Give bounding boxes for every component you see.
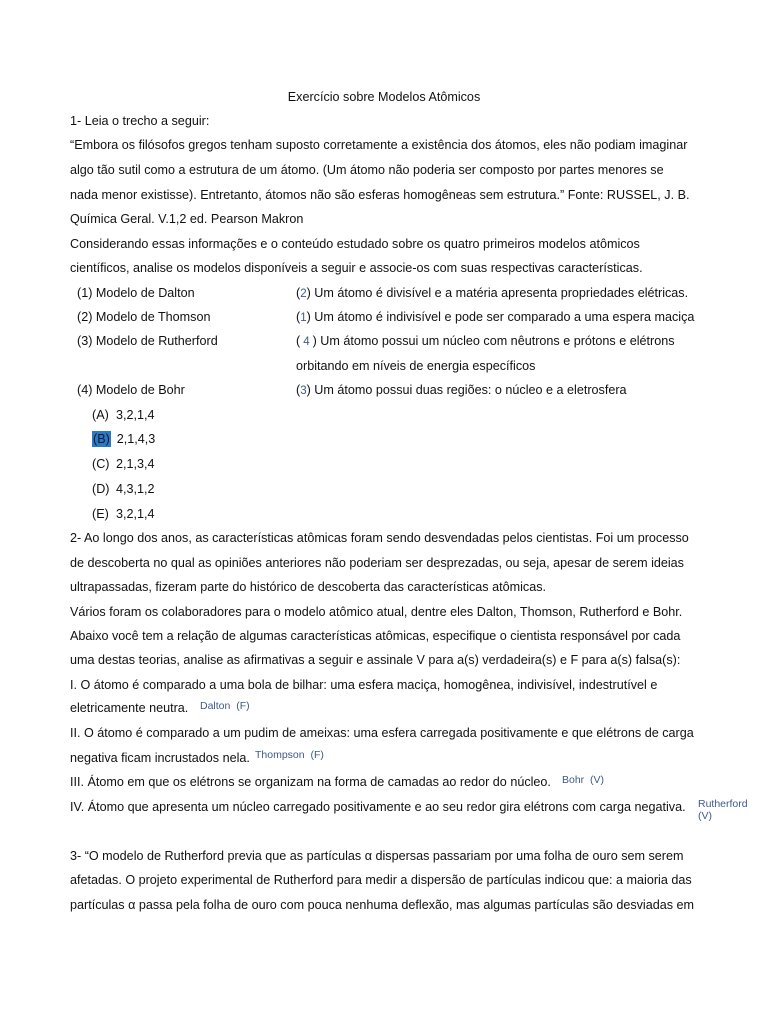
hw-name: Bohr <box>562 774 585 786</box>
q2-item-2: II. O átomo é comparado a um pudim de ameixas: uma esfera carregada positivamente e que elétrons de carga <box>70 726 694 740</box>
q2-item-1: I. O átomo é comparado a uma bola de bilhar: uma esfera maciça, homogênea, indivisível, indestrutível e <box>70 678 658 692</box>
hw-mark: (V) <box>698 810 712 822</box>
paren: ( <box>296 310 301 324</box>
q2-para-line: Abaixo você tem a relação de algumas características atômicas, especifique o cientista responsável por cada <box>70 629 681 643</box>
q1-consider-line: científicos, analise os modelos disponíveis a seguir e associe-os com suas respectivas características. <box>70 261 643 275</box>
option-value: 3,2,1,4 <box>116 507 155 521</box>
option-letter: (A) <box>92 408 109 422</box>
q3-line: partículas α passa pela folha de ouro com pouca nenhuma deflexão, mas algumas partículas são desviadas em <box>70 898 695 912</box>
option-c[interactable] <box>92 456 155 472</box>
handwritten-note-2 <box>255 749 324 761</box>
description-2 <box>296 309 694 326</box>
handwritten-note-4 <box>698 798 748 822</box>
page-title: Exercício sobre Modelos Atômicos <box>287 90 481 104</box>
description-3-cont: orbitando em níveis de energia específicos <box>296 359 536 373</box>
description-3 <box>296 333 675 350</box>
model-rutherford: (3) Modelo de Rutherford <box>77 334 218 348</box>
hw-mark: (F) <box>310 749 324 761</box>
option-value: 2,1,3,4 <box>116 457 155 471</box>
paren: ( <box>296 383 301 397</box>
hw-name: Thompson <box>255 749 305 761</box>
handwritten-answer: 3 <box>300 385 307 397</box>
q1-quote-line: nada menor existisse). Entretanto, átomos não são esferas homogêneas sem estrutura.” Fonte: RUSSEL, J. B. <box>70 188 690 202</box>
option-value: 2,1,4,3 <box>116 432 156 446</box>
q2-para-line: Vários foram os colaboradores para o modelo atômico atual, dentre eles Dalton, Thomson, Rutherford e Bohr. <box>70 605 683 619</box>
option-a[interactable] <box>92 407 155 423</box>
option-letter: (E) <box>92 507 109 521</box>
option-d[interactable] <box>92 481 155 497</box>
description-1 <box>296 285 688 302</box>
q2-intro-line: 2- Ao longo dos anos, as características atômicas foram sendo desvendadas pelos cientistas. Foi um processo <box>70 531 689 545</box>
q1-heading: 1- Leia o trecho a seguir: <box>70 114 210 128</box>
description-text: ) Um átomo possui um núcleo com nêutrons e prótons e elétrons <box>312 334 675 348</box>
handwritten-answer: 4 <box>303 336 310 348</box>
q1-quote-line: Química Geral. V.1,2 ed. Pearson Makron <box>70 212 304 226</box>
handwritten-note-3 <box>562 774 604 786</box>
q2-item-1-cont: eletricamente neutra. <box>70 701 189 715</box>
description-text: ) Um átomo possui duas regiões: o núcleo e a eletrosfera <box>306 383 627 397</box>
q1-quote-line: algo tão sutil como a estrutura de um átomo. (Um átomo não poderia ser composto por partes menores se <box>70 163 664 177</box>
q1-quote-line: “Embora os filósofos gregos tenham suposto corretamente a existência dos átomos, eles não podiam imaginar <box>70 138 688 152</box>
paren: ( <box>296 334 301 348</box>
q2-item-4: IV. Átomo que apresenta um núcleo carregado positivamente e ao seu redor gira elétrons com carga negativa. <box>70 800 686 814</box>
handwritten-answer: 2 <box>300 288 307 300</box>
q2-item-2-cont: negativa ficam incrustados nela. <box>70 751 250 765</box>
option-letter: (D) <box>92 482 110 496</box>
hw-name: Rutherford <box>698 798 748 810</box>
option-value: 4,3,1,2 <box>116 482 155 496</box>
handwritten-note-1 <box>200 700 250 712</box>
option-value: 3,2,1,4 <box>116 408 155 422</box>
model-dalton: (1) Modelo de Dalton <box>77 286 195 300</box>
description-text: ) Um átomo é indivisível e pode ser comparado a uma espera maciça <box>306 310 695 324</box>
paren: ( <box>296 286 301 300</box>
q2-intro-line: ultrapassadas, fizeram parte do histórico de descoberta das características atômicas. <box>70 580 546 594</box>
description-text: ) Um átomo é divisível e a matéria apresenta propriedades elétricas. <box>306 286 689 300</box>
q2-intro-line: de descoberta no qual as opiniões anteriores não poderiam ser desprezadas, ou seja, apesar de serem ideias <box>70 556 684 570</box>
model-bohr: (4) Modelo de Bohr <box>77 383 185 397</box>
hw-mark: (F) <box>236 700 250 712</box>
q2-item-3: III. Átomo em que os elétrons se organizam na forma de camadas ao redor do núcleo. <box>70 775 551 789</box>
model-thomson: (2) Modelo de Thomson <box>77 310 211 324</box>
option-letter-highlighted: (B) <box>93 432 110 446</box>
q1-consider-line: Considerando essas informações e o conteúdo estudado sobre os quatro primeiros modelos atômicos <box>70 237 640 251</box>
handwritten-answer: 1 <box>300 312 307 324</box>
q3-line: 3- “O modelo de Rutherford previa que as partículas α dispersas passariam por uma folha de ouro sem serem <box>70 849 684 863</box>
option-b[interactable] <box>92 431 155 447</box>
q3-line: afetadas. O projeto experimental de Rutherford para medir a dispersão de partículas indicou que: a maioria das <box>70 873 692 887</box>
hw-name: Dalton <box>200 700 231 712</box>
option-e[interactable] <box>92 506 155 522</box>
option-letter: (C) <box>92 457 110 471</box>
description-4 <box>296 382 627 399</box>
hw-mark: (V) <box>590 774 605 786</box>
q2-para-line: uma destas teorias, analise as afirmativas a seguir e assinale V para a(s) verdadeira(s) e F para a(s) falsa(s): <box>70 653 681 667</box>
